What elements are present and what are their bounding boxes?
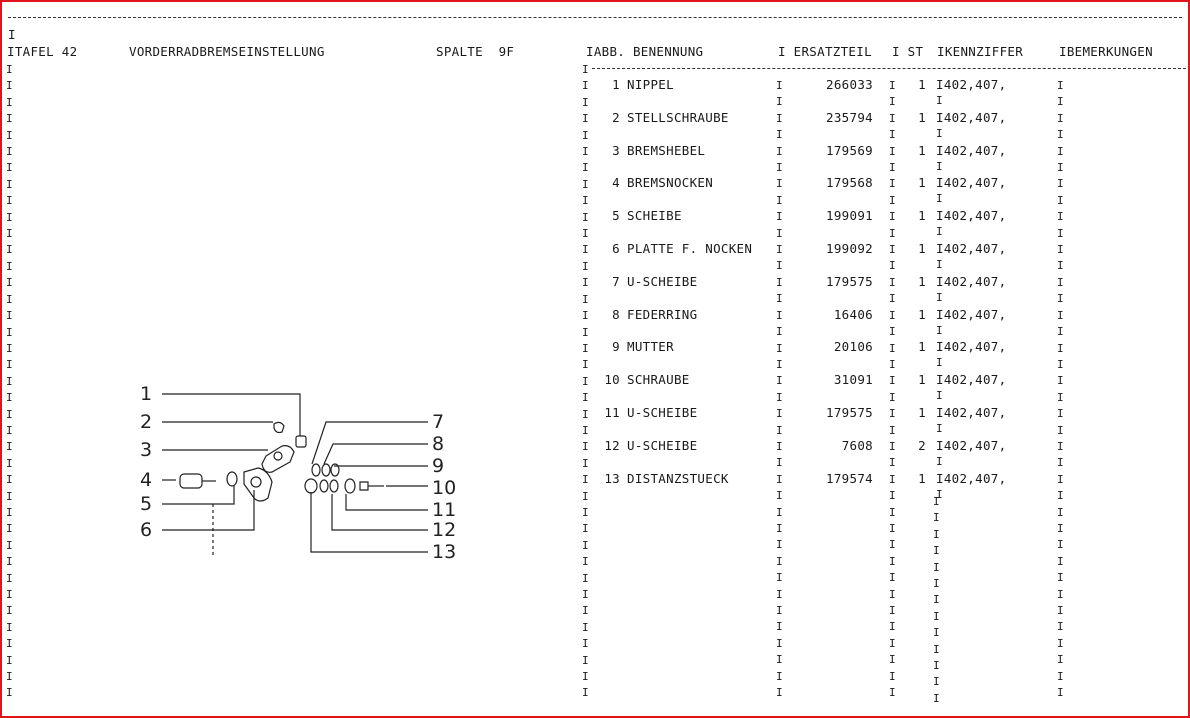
kennziffer-continuation-marker: I bbox=[936, 290, 943, 304]
kennziffer-continuation-marker: I bbox=[936, 323, 943, 337]
part-quantity: 1 bbox=[918, 339, 926, 355]
part-kennziffer: I402,407, bbox=[936, 372, 1007, 388]
part-quantity: 1 bbox=[918, 109, 926, 125]
part-quantity: 1 bbox=[918, 77, 926, 92]
part-number-index: 6 bbox=[612, 241, 620, 256]
left-margin-column: I I I I I I I I I I I I I I I I I I I I I I I I I I I I I I I I I I I I I I I bbox=[6, 63, 13, 700]
part-name: SCHRAUBE bbox=[627, 372, 690, 388]
top-marker: I bbox=[8, 27, 16, 42]
table-row bbox=[0, 340, 1190, 372]
table-row bbox=[0, 144, 1190, 176]
part-number-index: 8 bbox=[612, 306, 620, 322]
part-kennziffer: I402,407, bbox=[936, 306, 1007, 322]
part-name: NIPPEL bbox=[627, 77, 674, 92]
part-ersatzteil: 179569 bbox=[826, 142, 873, 158]
callout-label: 6 bbox=[140, 519, 153, 541]
part-quantity: 1 bbox=[918, 470, 926, 486]
part-name: BREMSNOCKEN bbox=[627, 175, 714, 191]
part-number-index: 13 bbox=[604, 470, 620, 486]
part-ersatzteil: 16406 bbox=[833, 306, 873, 322]
callout-label: 5 bbox=[140, 493, 153, 515]
part-ersatzteil: 235794 bbox=[826, 109, 873, 125]
part-number-index: 4 bbox=[612, 175, 620, 191]
part-quantity: 1 bbox=[918, 142, 926, 158]
part-ersatzteil: 31091 bbox=[833, 372, 873, 388]
kennziffer-continuation-marker: I bbox=[936, 454, 943, 468]
part-quantity: 1 bbox=[918, 175, 926, 191]
part-quantity: 1 bbox=[918, 241, 926, 256]
part-ersatzteil: 179568 bbox=[826, 175, 873, 191]
part-quantity: 1 bbox=[918, 273, 926, 289]
kennziffer-continuation-marker: I bbox=[936, 422, 943, 435]
callout-label: 13 bbox=[432, 541, 457, 563]
table-row bbox=[0, 242, 1190, 274]
tafel-label: ITAFEL 42 bbox=[7, 44, 78, 59]
part-ersatzteil: 179574 bbox=[826, 470, 873, 486]
callout-label: 2 bbox=[140, 411, 153, 433]
part-quantity: 1 bbox=[918, 208, 926, 224]
callout-label: 7 bbox=[432, 411, 445, 433]
part-kennziffer: I402,407, bbox=[936, 109, 1007, 125]
part-kennziffer: I402,407, bbox=[936, 241, 1007, 256]
col-header-st: I ST bbox=[892, 44, 924, 59]
part-number-index: 7 bbox=[612, 273, 620, 289]
part-ersatzteil: 20106 bbox=[833, 339, 873, 355]
kennziffer-continuation-marker: I bbox=[936, 225, 943, 239]
table-row bbox=[0, 78, 1190, 110]
part-number-index: 10 bbox=[604, 372, 620, 388]
kennziffer-continuation-marker: I bbox=[936, 389, 943, 403]
part-ersatzteil: 179575 bbox=[826, 405, 873, 420]
part-kennziffer: I402,407, bbox=[936, 77, 1007, 92]
kennziffer-continuation-marker: I bbox=[936, 126, 943, 140]
part-quantity: 2 bbox=[918, 437, 926, 453]
part-ersatzteil: 266033 bbox=[826, 77, 873, 92]
header-dashed-rule bbox=[592, 68, 1186, 69]
callout-label: 8 bbox=[432, 433, 445, 455]
table-left-border-column: I I I I I I I I I I I I I I I I I I I I I I I I I I I I I I I I I I I I I I I bbox=[582, 63, 589, 700]
callout-label: 10 bbox=[432, 477, 457, 499]
part-number-index: 1 bbox=[612, 77, 620, 92]
bemerkungen-border-column: I I I I I I I I I I I I I I I I I I I I I I I I I I I I I I I I I I I I I I bbox=[1057, 79, 1064, 700]
ersatzteil-border-column: I I I I I I I I I I I I I I I I I I I I I I I I I I I I I I I I I I I I I I bbox=[776, 79, 783, 700]
part-number-index: 2 bbox=[612, 109, 620, 125]
part-kennziffer: I402,407, bbox=[936, 142, 1007, 158]
part-ersatzteil: 199091 bbox=[826, 208, 873, 224]
part-ersatzteil: 7608 bbox=[841, 437, 873, 453]
part-name: U-SCHEIBE bbox=[627, 437, 698, 453]
part-ersatzteil: 179575 bbox=[826, 273, 873, 289]
kennziffer-continuation-marker: I bbox=[936, 356, 943, 370]
callout-label: 11 bbox=[432, 499, 457, 521]
st-border-column: I I I I I I I I I I I I I I I I I I I I I I I I I I I I I I I I I I I I I I bbox=[889, 79, 896, 700]
part-quantity: 1 bbox=[918, 405, 926, 420]
kennziffer-continuation-marker: I bbox=[936, 159, 943, 173]
part-quantity: 1 bbox=[918, 372, 926, 388]
part-kennziffer: I402,407, bbox=[936, 208, 1007, 224]
part-ersatzteil: 199092 bbox=[826, 241, 873, 256]
spalte-label: SPALTE 9F bbox=[436, 44, 515, 59]
table-row bbox=[0, 209, 1190, 241]
part-kennziffer: I402,407, bbox=[936, 339, 1007, 355]
part-quantity: 1 bbox=[918, 306, 926, 322]
table-row bbox=[0, 308, 1190, 340]
part-name: STELLSCHRAUBE bbox=[627, 109, 729, 125]
part-number-index: 11 bbox=[604, 405, 620, 420]
col-header-benennung: IABB. BENENNUNG bbox=[586, 44, 704, 59]
col-header-kennziffer: IKENNZIFFER bbox=[937, 44, 1024, 59]
part-name: FEDERRING bbox=[627, 306, 698, 322]
part-kennziffer: I402,407, bbox=[936, 405, 1007, 420]
col-header-bemerkungen: IBEMERKUNGEN bbox=[1059, 44, 1153, 59]
part-number-index: 3 bbox=[612, 142, 620, 158]
kennziffer-continuation-marker: I bbox=[936, 487, 943, 501]
table-row bbox=[0, 111, 1190, 143]
callout-label: 9 bbox=[432, 455, 445, 477]
part-number-index: 5 bbox=[612, 208, 620, 224]
col-header-ersatzteil: I ERSATZTEIL bbox=[778, 44, 872, 59]
table-row bbox=[0, 275, 1190, 307]
part-name: MUTTER bbox=[627, 339, 674, 355]
part-name: BREMSHEBEL bbox=[627, 142, 706, 158]
part-number-index: 9 bbox=[612, 339, 620, 355]
part-name: SCHEIBE bbox=[627, 208, 682, 224]
part-kennziffer: I402,407, bbox=[936, 273, 1007, 289]
page-title: VORDERRADBREMSEINSTELLUNG bbox=[129, 44, 325, 59]
top-dashed-rule bbox=[8, 17, 1182, 18]
part-kennziffer: I402,407, bbox=[936, 175, 1007, 191]
exploded-view-drawing bbox=[128, 378, 468, 568]
part-kennziffer: I402,407, bbox=[936, 470, 1007, 486]
table-row bbox=[0, 176, 1190, 208]
callout-label: 12 bbox=[432, 519, 457, 541]
kennziffer-continuation-marker: I bbox=[936, 258, 943, 271]
kennziffer-continuation-marker: I bbox=[936, 192, 943, 206]
part-name: PLATTE F. NOCKEN bbox=[627, 241, 753, 256]
part-number-index: 12 bbox=[604, 437, 620, 453]
part-kennziffer: I402,407, bbox=[936, 437, 1007, 453]
part-name: U-SCHEIBE bbox=[627, 405, 698, 420]
callout-label: 1 bbox=[140, 383, 153, 405]
callout-label: 4 bbox=[140, 469, 153, 491]
kennziffer-border-column: I I I I I I I I I I I I I bbox=[933, 495, 940, 705]
part-name: DISTANZSTUECK bbox=[627, 470, 729, 486]
callout-label: 3 bbox=[140, 439, 153, 461]
kennziffer-continuation-marker: I bbox=[936, 94, 943, 107]
part-name: U-SCHEIBE bbox=[627, 273, 698, 289]
